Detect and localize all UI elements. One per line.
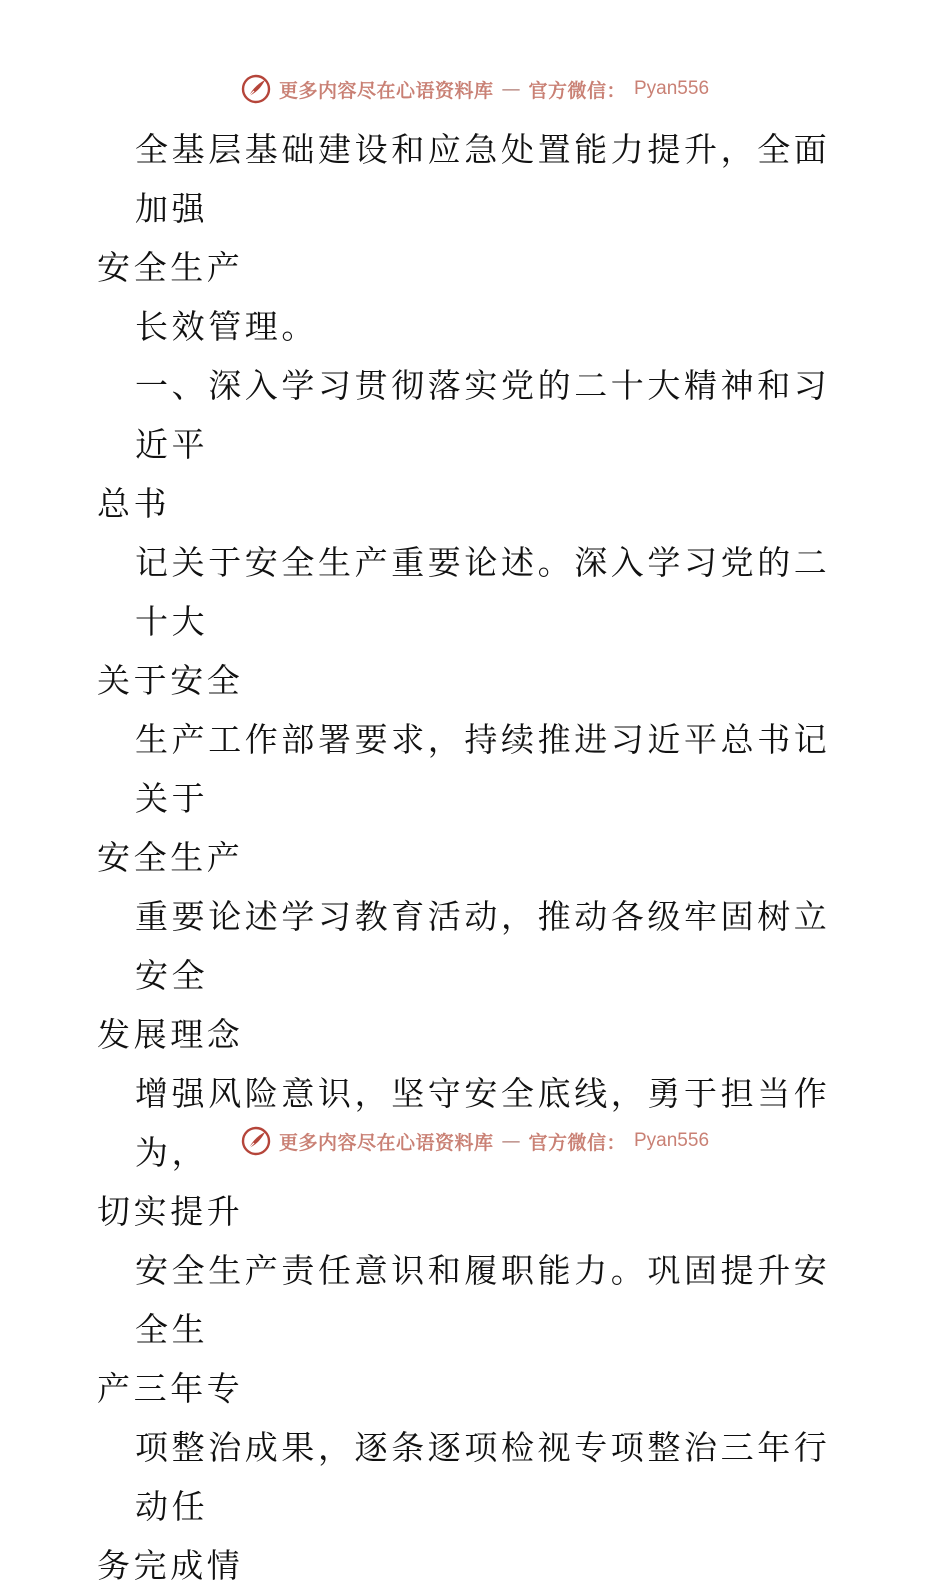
paragraph: [97, 887, 857, 1064]
footer-watermark: [0, 1124, 950, 1158]
paragraph: [97, 297, 857, 356]
paragraph-first-line: 记关于安全生产重要论述。深入学习党的二十大: [135, 543, 831, 641]
paragraph: [97, 533, 857, 710]
paragraph-first-line: 增强风险意识，坚守安全底线，勇于担当作为，: [135, 1074, 831, 1172]
paragraph-first-line: 全基层基础建设和应急处置能力提升，全面加强: [135, 130, 831, 228]
watermark-text: 更多内容尽在心语资料库: [278, 1131, 494, 1154]
paragraph-continuation: 产三年专: [97, 1369, 244, 1408]
paragraph-first-line: 一、深入学习贯彻落实党的二十大精神和习近平: [135, 366, 831, 464]
watermark-label: 官方微信：: [528, 1131, 626, 1154]
paragraph-continuation: 发展理念: [97, 1015, 244, 1054]
feather-pen-logo-icon: [241, 74, 271, 104]
watermark-id: Pyan556: [634, 78, 710, 99]
feather-pen-logo-icon: [241, 1126, 271, 1156]
watermark-separator: —: [501, 1130, 521, 1152]
watermark-separator: —: [501, 78, 521, 100]
watermark-id: Pyan556: [634, 1130, 710, 1151]
paragraph-first-line: 重要论述学习教育活动，推动各级牢固树立安全: [135, 897, 831, 995]
paragraph-first-line: 安全生产责任意识和履职能力。巩固提升安全生: [135, 1251, 831, 1349]
header-watermark: [0, 72, 950, 106]
paragraph-continuation: 切实提升: [97, 1192, 244, 1231]
paragraph-continuation: 务完成情: [97, 1546, 244, 1585]
paragraph-continuation: 安全生产: [97, 838, 244, 877]
paragraph: [97, 356, 857, 533]
paragraph: [97, 710, 857, 887]
paragraph: [97, 1241, 857, 1418]
document-body: [97, 120, 857, 1595]
paragraph: [97, 1418, 857, 1595]
paragraph-continuation: 关于安全: [97, 661, 244, 700]
paragraph-first-line: 项整治成果，逐条逐项检视专项整治三年行动任: [135, 1428, 831, 1526]
paragraph-first-line: 生产工作部署要求，持续推进习近平总书记关于: [135, 720, 831, 818]
paragraph-first-line: 长效管理。: [135, 307, 318, 346]
watermark-text: 更多内容尽在心语资料库: [278, 79, 494, 102]
paragraph-continuation: 总书: [97, 484, 171, 523]
paragraph: [97, 120, 857, 297]
watermark-label: 官方微信：: [528, 79, 626, 102]
paragraph-continuation: 安全生产: [97, 248, 244, 287]
